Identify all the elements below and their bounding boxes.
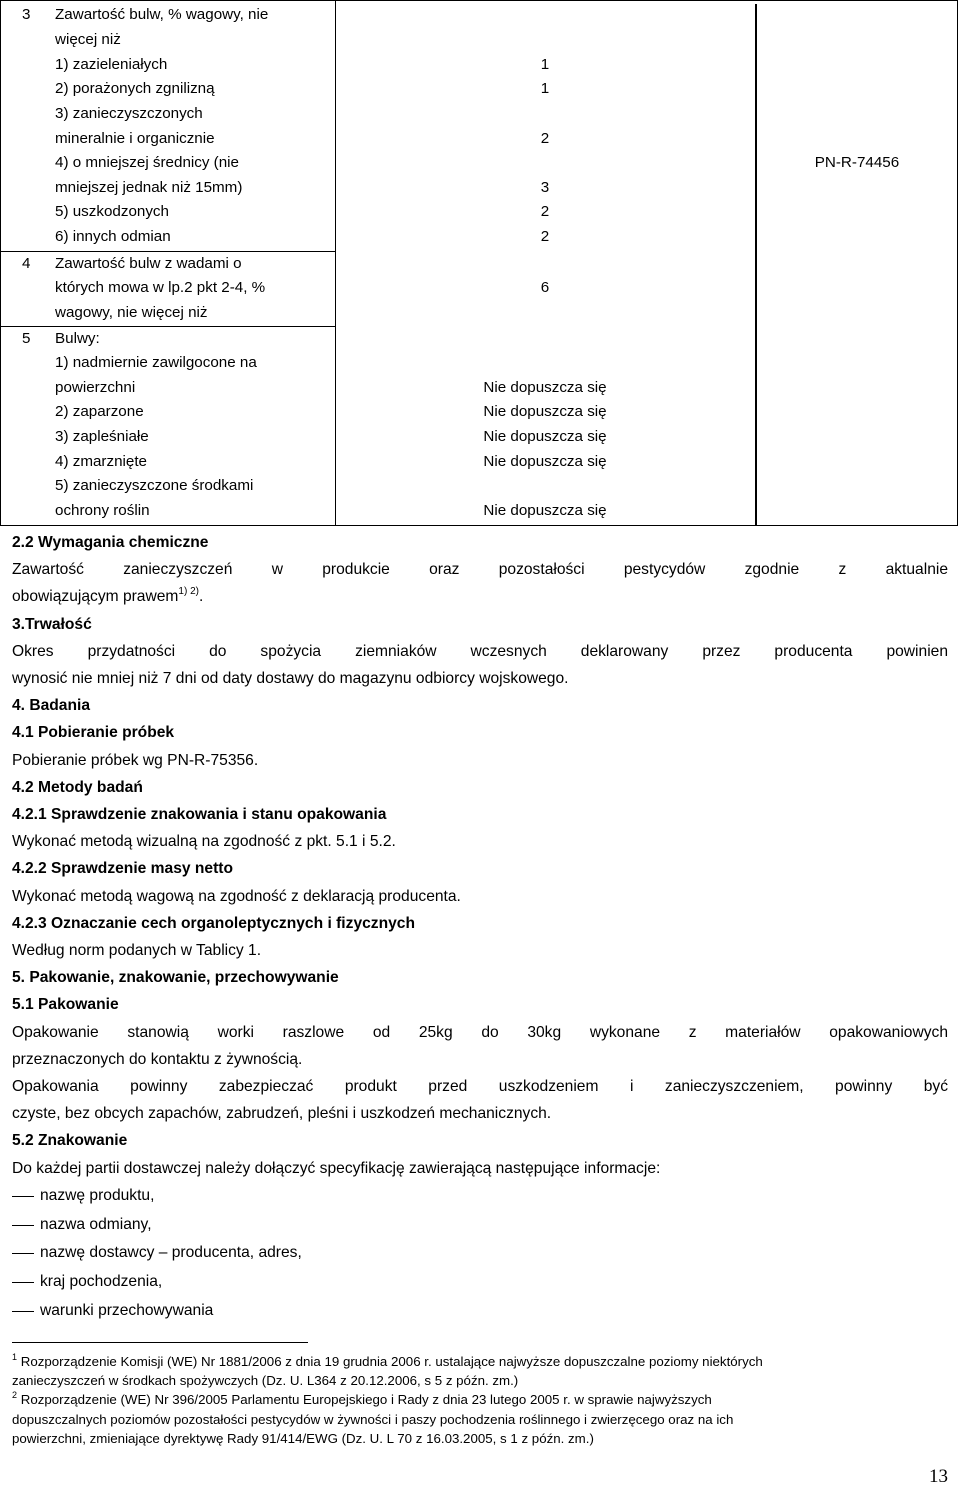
- paragraph-line: Wykonać metodą wagową na zgodność z deklaracją producenta.: [12, 887, 461, 905]
- paragraph-line: czyste, bez obcych zapachów, zabrudzeń, pleśni i uszkodzeń mechanicznych.: [12, 1105, 552, 1123]
- list-item: kraj pochodzenia,: [12, 1268, 948, 1297]
- row-description-line: 5) uszkodzonych: [55, 203, 169, 220]
- requirement-value: 3: [540, 179, 550, 196]
- row-description-line: 1) nadmiernie zawilgocone na: [55, 354, 257, 371]
- dash-bullet-icon: [12, 1225, 34, 1226]
- footnotes: [12, 1352, 948, 1448]
- row-divider: [0, 326, 335, 327]
- footnote-continuation: dopuszczalnych poziomów pozostałości pestycydów w żywności i paszy pochodzenia roślinnego i zwierzęcego oraz na ich: [12, 1411, 734, 1427]
- section-heading: 5.1 Pakowanie: [12, 996, 119, 1014]
- page-number: 13: [929, 1466, 948, 1487]
- row-description-line: 4) o mniejszej średnicy (nie: [55, 154, 240, 171]
- requirement-value: 2: [540, 228, 550, 245]
- requirement-value: Nie dopuszcza się: [483, 379, 607, 396]
- section-heading: 4.2.3 Oznaczanie cech organoleptycznych i fizycznych: [12, 914, 415, 932]
- paragraph-line: Według norm podanych w Tablicy 1.: [12, 942, 262, 960]
- requirement-value: Nie dopuszcza się: [483, 453, 607, 470]
- section-heading: 5.2 Znakowanie: [12, 1132, 128, 1150]
- section-heading: 4. Badania: [12, 697, 90, 715]
- row-description-line: 4) zmarznięte: [55, 453, 148, 470]
- row-description-line: których mowa w lp.2 pkt 2-4, %: [55, 279, 266, 296]
- list-item: nazwę produktu,: [12, 1182, 948, 1211]
- document-body: [12, 529, 948, 1326]
- footnote-continuation: powierzchni, zmieniające dyrektywę Rady 91/414/EWG (Dz. U. L 70 z 16.03.2005, s 1 z późn. zm.): [12, 1430, 594, 1446]
- row-description-line: 3) zanieczyszczonych: [55, 105, 203, 122]
- row-description-line: mineralnie i organicznie: [55, 130, 215, 147]
- row-description-line: wagowy, nie więcej niż: [55, 304, 208, 321]
- paragraph-line: wynosić nie mniej niż 7 dni od daty dostawy do magazynu odbiorcy wojskowego.: [12, 670, 569, 688]
- row-description-line: powierzchni: [55, 379, 136, 396]
- requirement-value: 1: [540, 56, 550, 73]
- section-heading: 4.2 Metody badań: [12, 778, 143, 796]
- row-description-line: mniejszej jednak niż 15mm): [55, 179, 243, 196]
- dash-bullet-icon: [12, 1282, 34, 1283]
- section-heading: 4.1 Pobieranie próbek: [12, 724, 175, 742]
- row-number: 4: [22, 255, 31, 272]
- requirement-value: Nie dopuszcza się: [483, 403, 607, 420]
- section-heading: 4.2.1 Sprawdzenie znakowania i stanu opakowania: [12, 806, 387, 824]
- row-description-line: więcej niż: [55, 31, 121, 48]
- row-description-line: Zawartość bulw, % wagowy, nie: [55, 6, 269, 23]
- section-heading: 5. Pakowanie, znakowanie, przechowywanie: [12, 969, 339, 987]
- list-item: nazwa odmiany,: [12, 1211, 948, 1240]
- section-heading: 3.Trwałość: [12, 615, 92, 633]
- paragraph-line: Pobieranie próbek wg PN-R-75356.: [12, 751, 259, 769]
- standard-reference: PN-R-74456: [814, 154, 900, 171]
- row-description-line: 2) zaparzone: [55, 403, 144, 420]
- section-heading: 2.2 Wymagania chemiczne: [12, 534, 209, 551]
- requirement-value: 2: [540, 130, 550, 147]
- footnote: $^2$ Rozporządzenie (WE) Nr 396/2005 Parlamentu Europejskiego i Rady z dnia 23 lutego 2005 r. w sprawie najwyższych: [12, 1390, 712, 1408]
- table-bottom-border: [0, 525, 958, 526]
- row-description-line: 2) porażonych zgnilizną: [55, 80, 215, 97]
- requirement-value: Nie dopuszcza się: [483, 428, 607, 445]
- requirements-table: [0, 0, 958, 526]
- footnote-ref: 1) 2): [178, 586, 199, 598]
- paragraph-line: Opakowania powinny zabezpieczać produkt przed uszkodzeniem i zanieczyszczeniem, powinny być: [12, 1078, 948, 1096]
- paragraph-line: obowiązującym prawem$^{1) 2)}$.: [12, 586, 204, 606]
- row-description-line: Zawartość bulw z wadami o: [55, 255, 242, 272]
- row-description-line: 5) zanieczyszczone środkami: [55, 477, 254, 494]
- section-heading: 4.2.2 Sprawdzenie masy netto: [12, 860, 233, 878]
- footnote: $^1$ Rozporządzenie Komisji (WE) Nr 1881/2006 z dnia 19 grudnia 2006 r. ustalające najwyższe dopuszczalne poziomy niektórych: [12, 1352, 763, 1369]
- requirement-value: 6: [540, 279, 550, 296]
- paragraph-line: Do każdej partii dostawczej należy dołączyć specyfikację zawierającą następujące informacje:: [12, 1159, 661, 1177]
- requirement-value: Nie dopuszcza się: [483, 502, 607, 519]
- info-list: [12, 1182, 948, 1326]
- footnote-continuation: zanieczyszczeń w środkach spożywczych (Dz. U. L364 z 20.12.2006, s 5 z późn. zm.): [12, 1373, 519, 1389]
- row-number: 3: [22, 6, 31, 23]
- list-item: nazwę dostawcy – producenta, adres,: [12, 1239, 948, 1268]
- requirement-value: 1: [540, 80, 550, 97]
- row-description-line: Bulwy:: [55, 330, 100, 347]
- dash-bullet-icon: [12, 1253, 34, 1254]
- row-description-line: ochrony roślin: [55, 502, 150, 519]
- table-left-border: [0, 0, 1, 526]
- table-right-border: [957, 0, 958, 526]
- row-description-line: 3) zapleśniałe: [55, 428, 149, 445]
- row-number: 5: [22, 330, 31, 347]
- paragraph-line: Wykonać metodą wizualną na zgodność z pkt. 5.1 i 5.2.: [12, 833, 396, 851]
- paragraph-line: Okres przydatności do spożycia ziemniaków wczesnych deklarowany przez producenta powinien: [12, 642, 948, 660]
- paragraph-line: przeznaczonych do kontaktu z żywnością.: [12, 1050, 303, 1068]
- row-description-line: 6) innych odmian: [55, 228, 171, 245]
- dash-bullet-icon: [12, 1196, 34, 1197]
- col-divider: [755, 4, 757, 526]
- footnote-separator: [12, 1342, 308, 1343]
- paragraph-line: Zawartość zanieczyszczeń w produkcie oraz pozostałości pestycydów zgodnie z aktualnie: [12, 561, 948, 579]
- paragraph-line: Opakowanie stanowią worki raszlowe od 25kg do 30kg wykonane z materiałów opakowaniowych: [12, 1023, 948, 1041]
- row-description-line: 1) zazieleniałych: [55, 56, 168, 73]
- dash-bullet-icon: [12, 1311, 34, 1312]
- table-top-border: [0, 0, 958, 1]
- list-item: warunki przechowywania: [12, 1297, 948, 1326]
- requirement-value: 2: [540, 203, 550, 220]
